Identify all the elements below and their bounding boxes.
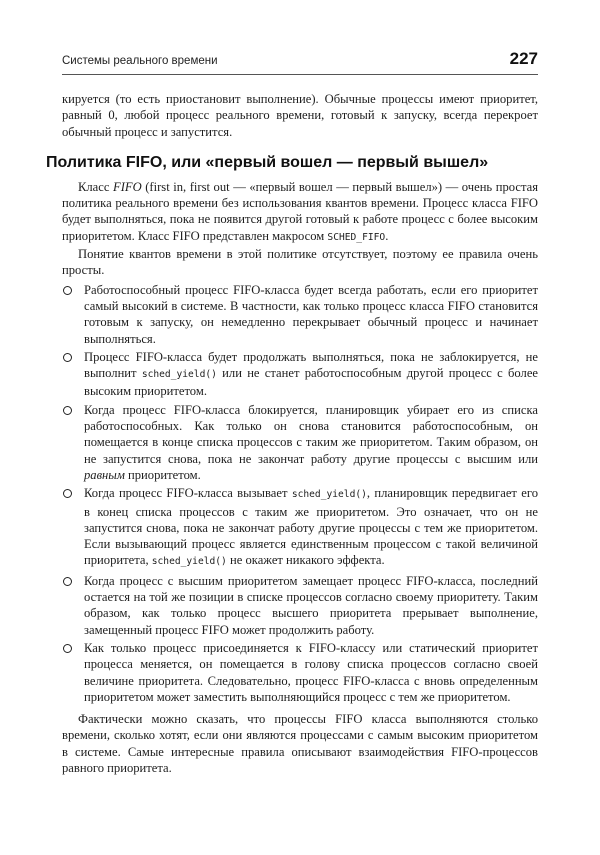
- p1-text-b: (first in, first out — «первый вошел — первый вышел») — очень простая политика реального времени без использования квантов времени. Процесс класса FIFO будет выполняться, пока не появится другой готовый к работе процесс с более высоким приоритетом. Класс FIFO представлен макросом: [62, 179, 538, 243]
- bullet-text-a: Когда процесс FIFO-класса вызывает: [84, 486, 292, 501]
- paragraph-rules-simple: Понятие квантов времени в этой политике отсутствует, поэтому ее правила очень просты.: [62, 247, 538, 278]
- paragraph-fifo-class: [62, 179, 538, 246]
- bullet-text-c: не окажет никакого эффекта.: [226, 553, 385, 568]
- bullet-text-b: , планировщик передвигает его в конец списка процессов с таким же приоритетом. Это означает, что он не запустится снова, пока не закончат работу другие процессы с тем же приоритетом. Если вызывающий процесс является единственным процессом с такой величиной приоритета,: [84, 486, 538, 568]
- list-item: [62, 402, 538, 483]
- page-body: [46, 91, 538, 776]
- p1-text-c: .: [385, 228, 389, 243]
- running-header-title: Системы реального времени: [62, 55, 218, 67]
- list-item: [62, 640, 538, 705]
- rules-list: [62, 282, 538, 705]
- list-item: [62, 573, 538, 638]
- code-sched-fifo: SCHED_FIFO: [327, 231, 386, 243]
- bullet-text: Как только процесс присоединяется к FIFO-классу или статический приоритет процесса меняется, он помещается в голову списка процессов согласно своей величине приоритета. Следовательно, процесс FIFO-класса с вновь определенным приоритетом может заместить выполняющийся процесс с тем же приоритетом.: [84, 640, 538, 704]
- code-sched-yield: sched_yield(): [151, 556, 227, 568]
- bullet-circle-icon: [63, 644, 72, 653]
- bullet-text-b: приоритетом.: [124, 467, 201, 482]
- bullet-circle-icon: [63, 353, 72, 362]
- bullet-text: Работоспособный процесс FIFO-класса будет всегда работать, если его приоритет самый высокий в системе. В частности, как только процесс класса FIFO становится готовым к запуску, он немедленно перекрывает обычный процесс и начинает выполняться.: [84, 282, 538, 346]
- bullet-circle-icon: [63, 406, 72, 415]
- paragraph-conclusion: Фактически можно сказать, что процессы FIFO класса выполняются столько времени, сколько хотят, если они являются процессами с самым высоким приоритетом в системе. Самые интересные правила описывают взаимодействия FIFO-процессов равного приоритета.: [62, 712, 538, 775]
- p1-emphasis-fifo: FIFO: [113, 179, 142, 194]
- list-item: [62, 485, 538, 570]
- intro-paragraph: кируется (то есть приостановит выполнение). Обычные процессы имеют приоритет, равный 0, любой процесс реального времени, готовый к запуску, всегда перекроет обычный процесс и запустится.: [62, 92, 538, 139]
- bullet-text-a: Процесс FIFO-класса будет продолжать выполняться, пока не заблокируется, не выполнит: [84, 349, 538, 381]
- bullet-circle-icon: [63, 489, 72, 498]
- emphasis-equal: равным: [84, 467, 125, 482]
- code-sched-yield: sched_yield(): [141, 369, 217, 381]
- bullet-circle-icon: [63, 577, 72, 586]
- bullet-text-a: Когда процесс FIFO-класса блокируется, планировщик убирает его из списка работоспособных. Как только он снова становится работоспособным, он помещается в конце списка процессов с таким же приоритетом. Таким образом, он не запустится снова, пока не закончат работу другие процессы с высшим или: [84, 402, 538, 466]
- section-heading: Политика FIFO, или «первый вошел — первый вышел»: [46, 153, 489, 171]
- bullet-text-b: или не станет работоспособным другой процесс с более высоким приоритетом.: [84, 366, 538, 399]
- bullet-circle-icon: [63, 286, 72, 295]
- code-sched-yield: sched_yield(): [291, 489, 367, 501]
- list-item: [62, 282, 538, 347]
- running-header: [62, 46, 538, 75]
- p1-text-a: Класс: [78, 179, 113, 194]
- bullet-text: Когда процесс с высшим приоритетом замещает процесс FIFO-класса, последний остается на той же позиции в списке процессов согласно своему приоритету. Таким образом, как только процесс высшего приоритета прерывает выполнение, замещенный процесс FIFO может продолжить работу.: [84, 573, 538, 637]
- list-item: [62, 349, 538, 400]
- page-number: 227: [509, 49, 538, 68]
